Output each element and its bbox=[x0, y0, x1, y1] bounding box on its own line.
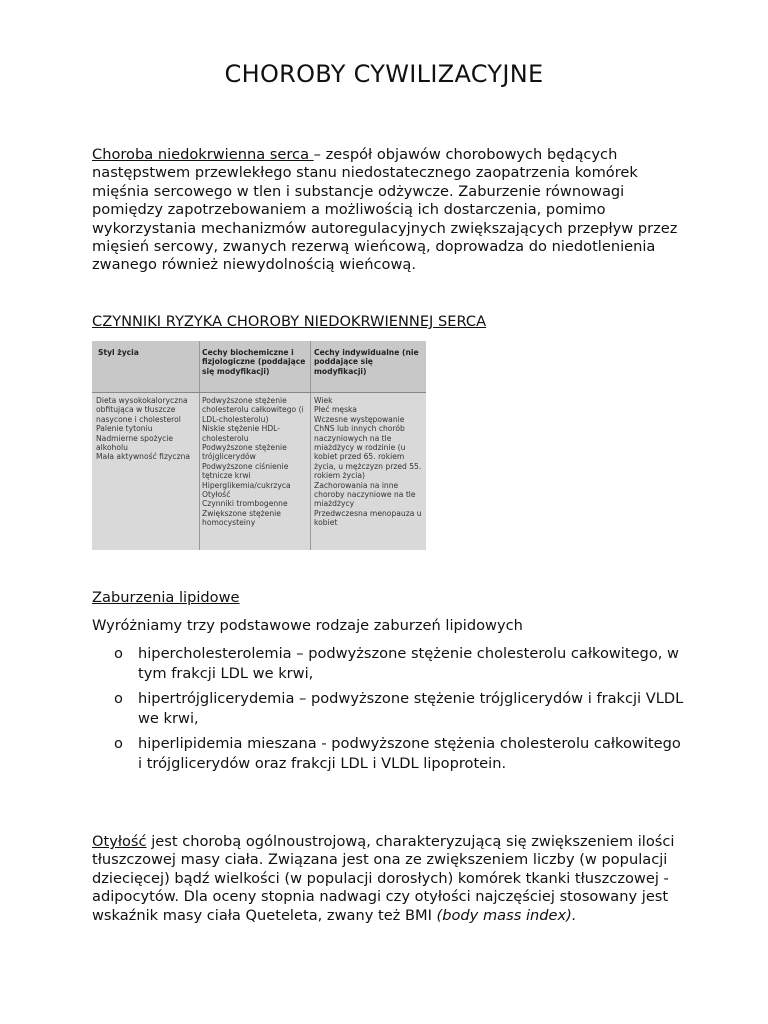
table-cell-individual: Wiek Płeć męska Wczesne występowanie ChNS lub innych chorób naczyniowych na tle miażdżycy w rodzinie (u kobiet przed 65. rokiem życia, u mężczyzn przed 55. rokiem życia) Zachorowania na inne choroby naczyniowe na tle miażdżycy Przedwczesna menopauza u kobiet bbox=[314, 396, 422, 528]
bullet-icon: o bbox=[114, 645, 123, 662]
table-cell-biochemical: Podwyższone stężenie cholesterolu całkowitego (i LDL-cholesterolu) Niskie stężenie HDL-cholesterolu Podwyższone stężenie trójglicerydów Podwyższone ciśnienie tętnicze krwi Hiperglikemia/cukrzyca Otyłość Czynniki trombogenne Zwiększone stężenie homocysteiny bbox=[202, 396, 304, 528]
table-divider bbox=[310, 341, 311, 550]
list-item bbox=[92, 734, 692, 773]
definition-text: – zespół objawów chorobowych będących następstwem przewlekłego stanu niedostatecznego zaopatrzenia komórek mięśnia sercowego w tlen i substancje odżywcze. Zaburzenie równowagi pomiędzy zapotrzebowaniem a możliwością ich dostarczenia, pomimo wykorzystania mechanizmów autoregulacyjnych zwiększających przepływ przez mięsień sercowy, zwanych rezerwą wieńcową, doprowadza do niedotlenienia zwanego również niewydolnością wieńcową. bbox=[92, 146, 678, 274]
table-cell-lifestyle: Dieta wysokokaloryczna obfitująca w tłuszcze nasycone i cholesterol Palenie tytoniu Nadmierne spożycie alkoholu Mała aktywność fizyczna bbox=[96, 396, 191, 462]
list-item-text: hipertrójglicerydemia – podwyższone stężenie trójglicerydów i frakcji VLDL we krwi, bbox=[138, 690, 684, 727]
table-divider bbox=[92, 392, 426, 393]
obesity-bmi-italic: (body mass index). bbox=[436, 906, 577, 924]
table-header-biochemical: Cechy biochemiczne i fizjologiczne (poddające się modyfikacji) bbox=[202, 348, 306, 376]
table-header-individual: Cechy indywidualne (nie poddające się modyfikacji) bbox=[314, 348, 419, 376]
term-obesity: Otyłość bbox=[92, 833, 147, 850]
bullet-icon: o bbox=[114, 690, 123, 707]
definition-paragraph bbox=[92, 146, 682, 275]
risk-factors-table-image bbox=[92, 341, 426, 550]
lipid-intro: Wyróżniamy trzy podstawowe rodzaje zaburzeń lipidowych bbox=[92, 617, 523, 634]
list-item bbox=[92, 689, 692, 728]
risk-factors-heading: CZYNNIKI RYZYKA CHOROBY NIEDOKRWIENNEJ SERCA bbox=[92, 313, 487, 330]
lipid-heading: Zaburzenia lipidowe bbox=[92, 589, 240, 606]
table-divider bbox=[199, 341, 200, 550]
obesity-paragraph bbox=[92, 833, 682, 925]
list-item bbox=[92, 644, 692, 683]
table-header-lifestyle: Styl życia bbox=[98, 348, 139, 357]
lipid-list bbox=[92, 644, 692, 779]
list-item-text: hiperlipidemia mieszana - podwyższone stężenia cholesterolu całkowitego i trójglicerydów oraz frakcji LDL i VLDL lipoprotein. bbox=[138, 735, 681, 772]
obesity-text: jest chorobą ogólnoustrojową, charakteryzującą się zwiększeniem ilości tłuszczowej masy ciała. Związana jest ona ze zwiększeniem liczby (w populacji dziecięcej) bądź wielkości (w populacji dorosłych) komórek tkanki tłuszczowej - adipocytów. Dla oceny stopnia nadwagi czy otyłości najczęściej stosowany jest wskaźnik masy ciała Queteleta, zwany też BMI bbox=[92, 833, 675, 924]
bullet-icon: o bbox=[114, 735, 123, 752]
term-ischemic-heart-disease: Choroba niedokrwienna serca bbox=[92, 146, 314, 163]
page-title: CHOROBY CYWILIZACYJNE bbox=[224, 60, 544, 88]
list-item-text: hipercholesterolemia – podwyższone stężenie cholesterolu całkowitego, w tym frakcji LDL we krwi, bbox=[138, 645, 679, 682]
